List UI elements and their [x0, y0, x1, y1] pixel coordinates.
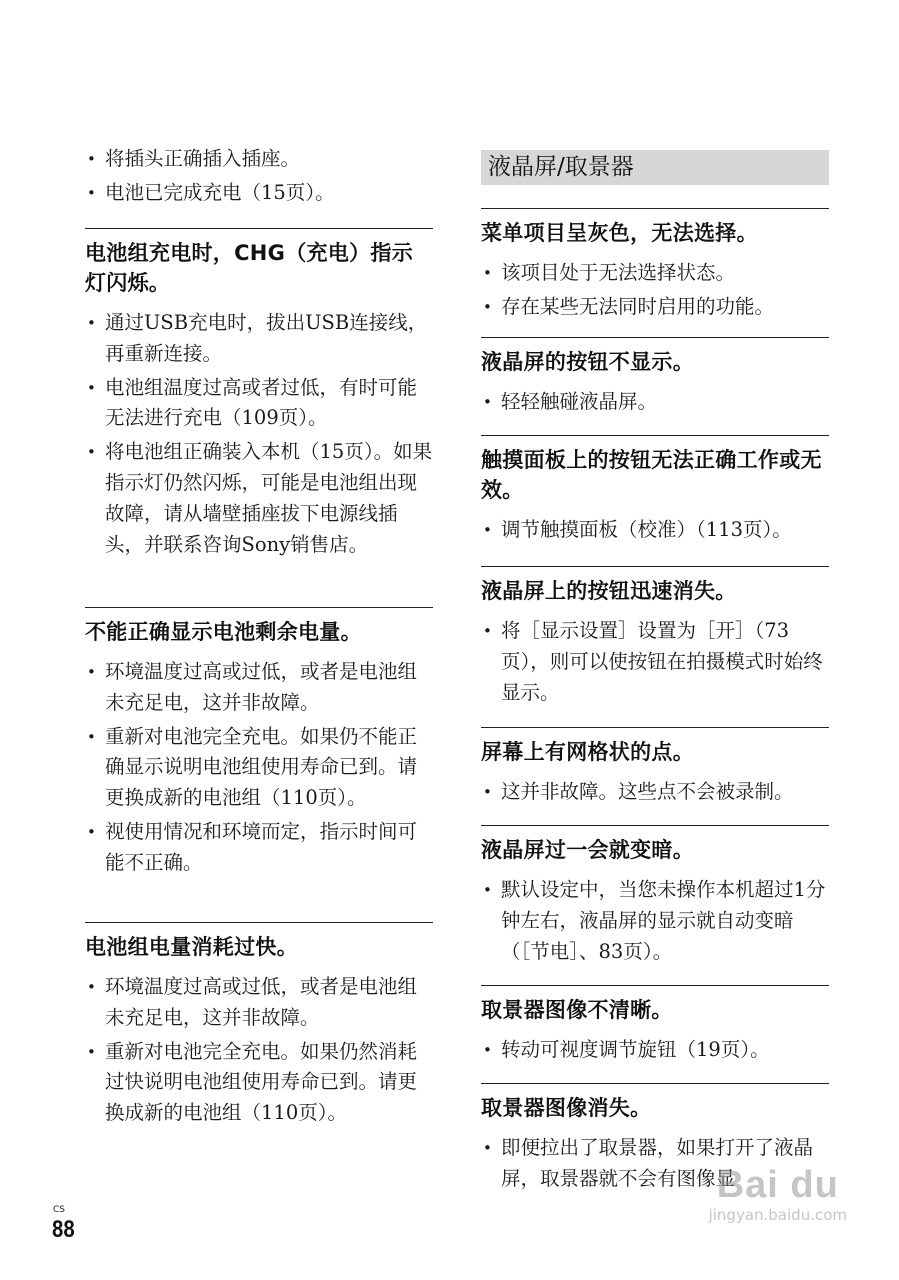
section-banner: [481, 150, 829, 185]
bullet-item: • 轻轻触碰液晶屏。: [481, 387, 829, 418]
bullet-item: • 即便拉出了取景器，如果打开了液晶屏，取景器就不会有图像显: [481, 1133, 829, 1195]
bullet-item: • 通过USB充电时，拔出USB连接线，再重新连接。: [85, 308, 433, 370]
section-fast-drain: [85, 922, 433, 1132]
section-grid-dots: [481, 727, 829, 811]
bullet-list: [85, 308, 433, 560]
bullet-item: • 存在某些无法同时启用的功能。: [481, 292, 829, 323]
section-remaining-charge: [85, 607, 433, 882]
section-chg-blinking: [85, 228, 433, 563]
bullet-item: • 将插头正确插入插座。: [85, 144, 433, 175]
section-title: 电池组充电时，CHG（充电）指示灯闪烁。: [85, 241, 414, 295]
bullet-item: • 视使用情况和环境而定，指示时间可能不正确。: [85, 817, 433, 879]
watermark-url: jingyan.baidu.com: [708, 1206, 847, 1224]
section-title: 取景器图像消失。: [481, 1096, 652, 1120]
section-title: 不能正确显示电池剩余电量。: [85, 620, 362, 644]
bullet-item: • 重新对电池完全充电。如果仍然消耗过快说明电池组使用寿命已到。请更换成新的电池组（110页）。: [85, 1037, 433, 1129]
section-menu-greyed: [481, 208, 829, 326]
bullet-item: • 调节触摸面板（校准）（113页）。: [481, 515, 829, 546]
section-title: 屏幕上有网格状的点。: [481, 740, 694, 764]
bullet-list: [481, 616, 829, 708]
section-title: 液晶屏上的按钮迅速消失。: [481, 579, 737, 603]
bullet-item: • 环境温度过高或过低，或者是电池组未充足电，这并非故障。: [85, 657, 433, 719]
section-viewfinder-blurry: [481, 985, 829, 1069]
bullet-item: • 默认设定中，当您未操作本机超过1分钟左右，液晶屏的显示就自动变暗（［节电］、83页）。: [481, 875, 829, 967]
bullet-item: • 电池组温度过高或者过低，有时可能无法进行充电（109页）。: [85, 373, 433, 435]
section-title: 液晶屏过一会就变暗。: [481, 838, 694, 862]
section-title: 菜单项目呈灰色，无法选择。: [481, 221, 758, 245]
bullet-list: [481, 387, 829, 418]
section-buttons-hidden: [481, 337, 829, 421]
bullet-list: [481, 258, 829, 323]
bullet-item: • 转动可视度调节旋钮（19页）。: [481, 1035, 829, 1066]
bullet-list: [481, 515, 829, 546]
bullet-list: [481, 875, 829, 967]
bullet-list: [481, 777, 829, 808]
bullet-list: [85, 657, 433, 879]
bullet-list: [85, 972, 433, 1129]
bullet-list: [481, 1035, 829, 1066]
bullet-item: • 该项目处于无法选择状态。: [481, 258, 829, 289]
banner-title: 液晶屏/取景器: [488, 154, 634, 180]
section-buttons-vanish: [481, 566, 829, 711]
language-code: CS: [53, 1205, 65, 1215]
section-title: 取景器图像不清晰。: [481, 998, 673, 1022]
section-screen-dims: [481, 825, 829, 970]
bullet-item: • 将电池组正确装入本机（15页）。如果指示灯仍然闪烁，可能是电池组出现故障，请从墙壁插座拔下电源线插头，并联系咨询Sony销售店。: [85, 437, 433, 560]
section-title: 触摸面板上的按钮无法正确工作或无效。: [481, 448, 822, 502]
bullet-item: • 这并非故障。这些点不会被录制。: [481, 777, 829, 808]
section-title: 电池组电量消耗过快。: [85, 935, 298, 959]
bullet-item: • 重新对电池完全充电。如果仍不能正确显示说明电池组使用寿命已到。请更换成新的电池组（110页）。: [85, 722, 433, 814]
section-touch-panel: [481, 435, 829, 549]
bullet-item: • 环境温度过高或过低，或者是电池组未充足电，这并非故障。: [85, 972, 433, 1034]
bullet-list: [85, 144, 433, 209]
section-title: 液晶屏的按钮不显示。: [481, 350, 694, 374]
watermark-logo: Bai du: [716, 1164, 839, 1206]
bullet-item: • 将［显示设置］设置为［开］（73页），则可以使按钮在拍摄模式时始终显示。: [481, 616, 829, 708]
page-number: 88: [52, 1216, 75, 1243]
bullet-item: • 电池已完成充电（15页）。: [85, 178, 433, 209]
top-bullet-block: [85, 140, 433, 212]
baidu-watermark: [709, 1165, 847, 1225]
